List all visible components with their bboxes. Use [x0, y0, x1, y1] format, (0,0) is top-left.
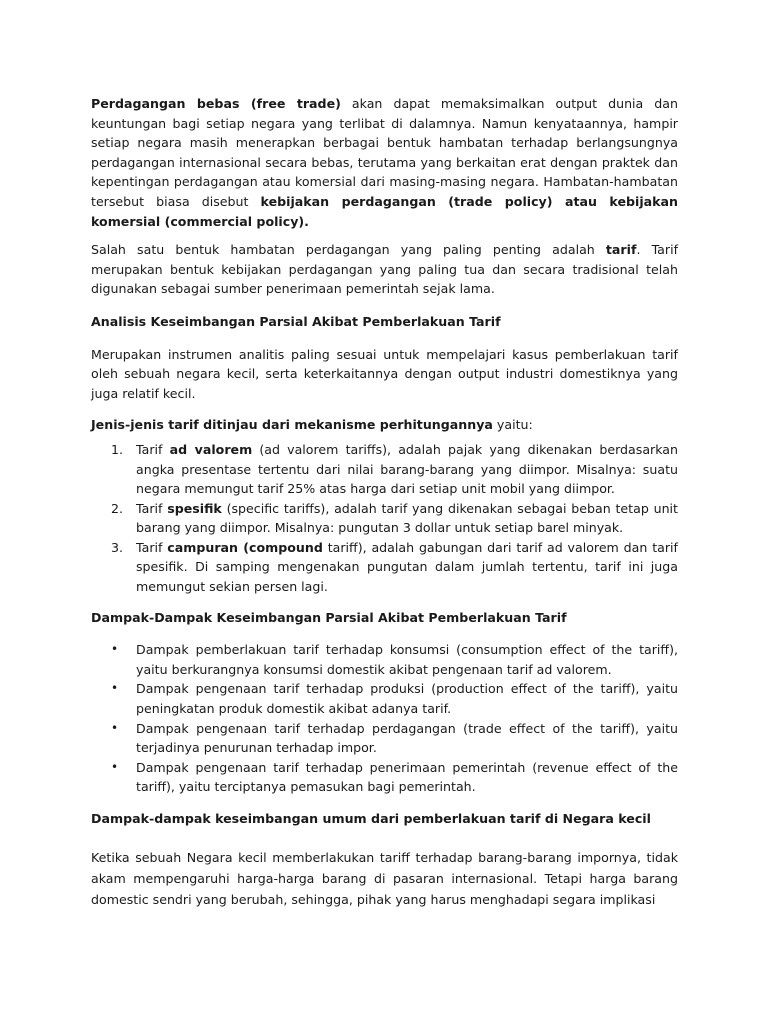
list-item-prefix: Tarif — [136, 500, 168, 516]
list-item — [91, 758, 678, 797]
bullet-icon: • — [111, 681, 119, 696]
list-item — [91, 440, 678, 499]
dampak-list — [91, 640, 678, 797]
list-item — [91, 640, 678, 679]
list-number: 2. — [111, 500, 124, 516]
jenis-heading — [91, 415, 678, 435]
bullet-icon: • — [111, 642, 119, 657]
tarif-term: tarif — [605, 242, 637, 258]
tarif-intro-paragraph — [91, 240, 678, 299]
intro-body: akan dapat memaksimalkan output dunia dan keuntungan bagi setiap negara yang terlibat di dalamnya. Namun kenyataannya, hampir setiap negara masih menerapkan berbagai bentuk hambatan terhadap berlangsungnya perdagangan internasional secara bebas, terutama yang berkaitan erat dengan praktek dan kepentingan perdagangan atau komersial dari masing-masing negara. Hambatan-hambatan tersebut biasa disebut — [91, 96, 678, 209]
tarif-intro-after: . Tarif merupakan bentuk kebijakan perdagangan yang paling tua dan secara tradisional telah digunakan sebagai sumber penerimaan pemerintah sejak lama. — [91, 242, 679, 297]
list-number: 3. — [111, 539, 124, 555]
list-item-text: (specific tariffs), adalah tarif yang dikenakan sebagai beban tetap unit barang yang diimpor. Misalnya: pungutan 3 dollar untuk setiap barel minyak. — [136, 500, 678, 536]
list-item-term: ad valorem — [169, 441, 253, 457]
list-item-term: spesifik — [167, 500, 222, 516]
list-item-text: tariff), adalah gabungan dari tarif ad valorem dan tarif spesifik. Di samping mengenakan pungutan dalam jumlah tertentu, tarif ini juga memungut sekian persen lagi. — [136, 539, 678, 595]
bullet-icon: • — [111, 720, 119, 735]
list-item — [91, 679, 678, 718]
bullet-icon: • — [111, 759, 119, 774]
list-item-text: (ad valorem tariffs), adalah pajak yang dikenakan berdasarkan angka presentase tertentu dari nilai barang-barang yang diimpor. Misalnya: suatu negara memungut tarif 25% atas harga dari setiap unit mobil yang diimpor. — [136, 441, 678, 497]
list-item-text: Dampak pengenaan tarif terhadap produksi (production effect of the tariff), yaitu peningkatan produk domestik akibat adanya tarif. — [136, 681, 678, 717]
list-number: 1. — [111, 441, 124, 457]
dampak-heading: Dampak-Dampak Keseimbangan Parsial Akibat Pemberlakuan Tarif — [91, 609, 567, 625]
tarif-types-list — [91, 440, 678, 597]
document-body — [91, 94, 678, 910]
jenis-heading-text: Jenis-jenis tarif ditinjau dari mekanisme perhitungannya — [91, 417, 493, 433]
list-item-prefix: Tarif — [136, 441, 170, 457]
analisis-paragraph: Merupakan instrumen analitis paling sesuai untuk mempelajari kasus pemberlakuan tarif oleh sebuah negara kecil, serta keterkaitannya dengan output industri domestiknya yang juga relatif kecil. — [91, 346, 678, 401]
jenis-heading-suffix: yaitu: — [492, 417, 533, 433]
list-item-text: Dampak pemberlakuan tarif terhadap konsumsi (consumption effect of the tariff), yaitu berkurangnya konsumsi domestik akibat pengenaan tarif ad valorem. — [136, 642, 678, 677]
list-item — [91, 719, 678, 758]
list-item — [91, 499, 678, 538]
list-item-text: Dampak pengenaan tarif terhadap perdagangan (trade effect of the tariff), yaitu terjadinya penurunan terhadap impor. — [136, 720, 678, 756]
umum-paragraph: Ketika sebuah Negara kecil memberlakukan tariff terhadap barang-barang impornya, tidak akam mempengaruhi harga-harga barang di pasaran internasional. Tetapi harga barang domestic sendri yang berubah, sehingga, pihak yang harus menghadapi segara implikasi — [91, 849, 678, 907]
analisis-heading: Analisis Keseimbangan Parsial Akibat Pemberlakuan Tarif — [91, 313, 501, 329]
list-item — [91, 538, 678, 597]
list-item-text: Dampak pengenaan tarif terhadap penerimaan pemerintah (revenue effect of the tariff), yaitu terciptanya pemasukan bagi pemerintah. — [136, 759, 678, 795]
umum-heading: Dampak-dampak keseimbangan umum dari pemberlakuan tarif di Negara kecil — [91, 811, 651, 826]
list-item-prefix: Tarif — [136, 539, 168, 555]
list-item-term: campuran (compound — [167, 539, 323, 555]
tarif-intro-before: Salah satu bentuk hambatan perdagangan yang paling penting adalah — [91, 242, 606, 258]
intro-paragraph — [91, 94, 678, 231]
trade-policy-term: kebijakan perdagangan (trade policy) atau kebijakan komersial (commercial policy). — [91, 193, 678, 229]
free-trade-term: Perdagangan bebas (free trade) — [91, 96, 341, 111]
